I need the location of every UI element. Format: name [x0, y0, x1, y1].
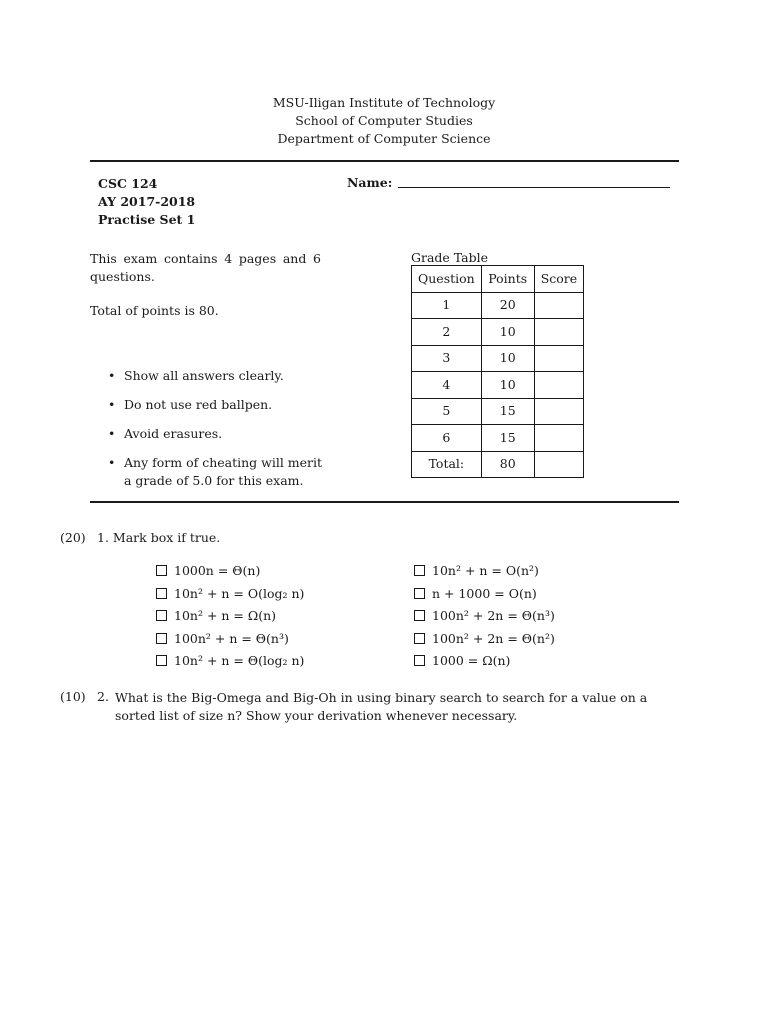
question-cell: 3 — [412, 345, 482, 372]
question-2-text: What is the Big-Omega and Big-Oh in using binary search to search for a value on a sorted list of size n? Show your derivation whenever necessary. — [115, 690, 648, 723]
question-cell: 5 — [412, 398, 482, 425]
mark-item[interactable] — [156, 628, 304, 651]
checkbox[interactable] — [156, 633, 167, 644]
mark-item[interactable] — [414, 628, 555, 651]
school-name: School of Computer Studies — [295, 113, 473, 128]
question-1 — [97, 530, 220, 545]
total-points: 80 — [481, 451, 534, 478]
bottom-rule — [90, 501, 679, 503]
mark-item-label: 1000n = Θ(n) — [174, 563, 261, 578]
header-points: Points — [481, 266, 534, 293]
course-info — [98, 175, 195, 229]
instructions-list — [108, 367, 333, 501]
instruction-item: • Any form of cheating will merit a grade of 5.0 for this exam. — [108, 454, 333, 490]
total-score-cell[interactable] — [534, 451, 583, 478]
course-code: CSC 124 — [98, 176, 158, 191]
table-row — [412, 398, 584, 425]
department-name: Department of Computer Science — [277, 131, 491, 146]
question-cell: 1 — [412, 292, 482, 319]
header-score: Score — [534, 266, 583, 293]
mark-item-label: 100n² + n = Θ(n³) — [174, 630, 289, 646]
mark-item-label: 10n² + n = Ω(n) — [174, 608, 277, 623]
mark-item[interactable] — [414, 560, 555, 583]
exam-header — [0, 94, 768, 148]
mark-item-label: 10n² + n = Θ(log₂ n) — [174, 653, 305, 668]
checkbox[interactable] — [414, 610, 425, 621]
mark-item-label: 10n² + n = O(log₂ n) — [174, 585, 305, 601]
points-cell: 10 — [481, 345, 534, 372]
score-cell[interactable] — [534, 319, 583, 346]
grade-table-header — [412, 266, 584, 293]
total-label: Total: — [412, 451, 482, 478]
question-1-points: (20) — [60, 530, 86, 545]
name-field-line[interactable] — [398, 187, 670, 188]
mark-list-left — [156, 560, 304, 673]
institution-name: MSU-Iligan Institute of Technology — [272, 95, 496, 110]
instruction-item: • Do not use red ballpen. — [108, 396, 333, 414]
table-row-total — [412, 451, 584, 478]
mark-list-right — [414, 560, 555, 673]
mark-item-label: 1000 = Ω(n) — [432, 653, 511, 668]
mark-item[interactable] — [156, 560, 304, 583]
checkbox[interactable] — [156, 610, 167, 621]
grade-table-caption: Grade Table — [411, 250, 489, 265]
mark-item[interactable] — [414, 650, 555, 673]
exam-intro: This exam contains 4 pages and 6 questions. — [90, 251, 321, 284]
table-row — [412, 319, 584, 346]
academic-year: AY 2017-2018 — [98, 194, 196, 209]
grade-table — [411, 265, 584, 478]
points-cell: 10 — [481, 372, 534, 399]
practise-set: Practise Set 1 — [98, 212, 196, 227]
score-cell[interactable] — [534, 372, 583, 399]
points-cell: 10 — [481, 319, 534, 346]
question-cell: 4 — [412, 372, 482, 399]
instruction-item: • Avoid erasures. — [108, 425, 333, 443]
mark-item[interactable] — [414, 583, 555, 606]
checkbox[interactable] — [414, 655, 425, 666]
points-cell: 20 — [481, 292, 534, 319]
checkbox[interactable] — [414, 633, 425, 644]
name-label: Name: — [347, 175, 393, 190]
points-cell: 15 — [481, 425, 534, 452]
mark-item-label: 10n² + n = O(n²) — [432, 563, 539, 578]
points-cell: 15 — [481, 398, 534, 425]
mark-item[interactable] — [156, 650, 304, 673]
score-cell[interactable] — [534, 425, 583, 452]
table-row — [412, 372, 584, 399]
question-cell: 6 — [412, 425, 482, 452]
instruction-item: • Show all answers clearly. — [108, 367, 333, 385]
mark-item-label: n + 1000 = O(n) — [432, 585, 537, 601]
score-cell[interactable] — [534, 345, 583, 372]
checkbox[interactable] — [414, 565, 425, 576]
question-1-number: 1. — [97, 530, 109, 545]
checkbox[interactable] — [414, 588, 425, 599]
mark-item[interactable] — [156, 583, 304, 606]
top-rule — [90, 160, 679, 162]
table-row — [412, 292, 584, 319]
table-row — [412, 345, 584, 372]
question-2-number: 2. — [97, 689, 109, 704]
checkbox[interactable] — [156, 565, 167, 576]
checkbox[interactable] — [156, 655, 167, 666]
score-cell[interactable] — [534, 398, 583, 425]
question-1-text: Mark box if true. — [112, 530, 221, 545]
mark-item-label: 100n² + 2n = Θ(n³) — [432, 608, 555, 623]
total-points-text: Total of points is 80. — [90, 303, 219, 318]
mark-item[interactable] — [414, 605, 555, 628]
question-2-points: (10) — [60, 689, 86, 704]
table-row — [412, 425, 584, 452]
mark-item[interactable] — [156, 605, 304, 628]
checkbox[interactable] — [156, 588, 167, 599]
question-cell: 2 — [412, 319, 482, 346]
header-question: Question — [412, 266, 482, 293]
score-cell[interactable] — [534, 292, 583, 319]
mark-item-label: 100n² + 2n = Θ(n²) — [432, 630, 555, 646]
